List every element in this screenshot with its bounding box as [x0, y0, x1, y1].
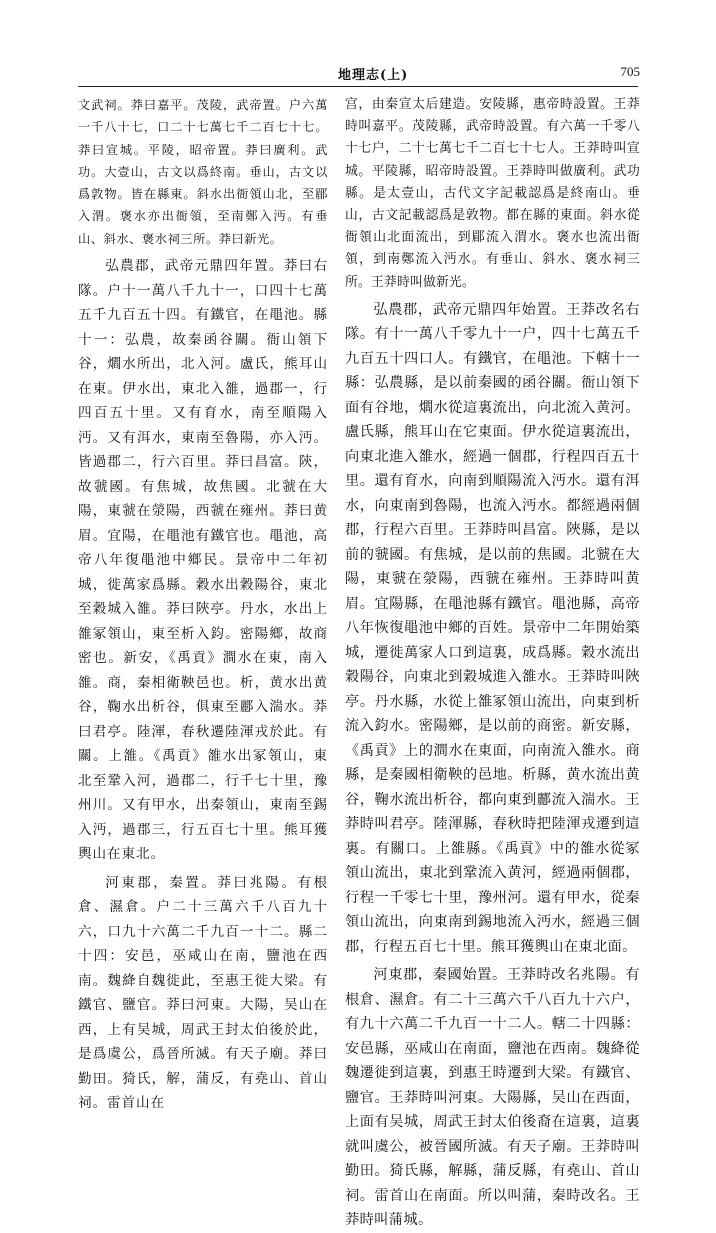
header-rule — [78, 86, 638, 87]
translation-paragraph: 弘農郡，武帝元鼎四年始置。王莽改名右隊。有十一萬八千零九十一户，四十七萬五千九百五十四口人。有鐵官，在黽池。下轄十一縣：弘農縣，是以前秦國的函谷關。衙山領下面有谷地，爓水從這裏流出，向北流入黄河。盧氏縣，熊耳山在它東面。伊水從這裏流出，向東北進入雒水，經過一個郡，行程四百五十里。還有育水，向南到順陽流入沔水。還有洱水，向東南到魯陽，也流入沔水。都經過兩個郡，行程六百里。王莽時叫昌富。陜縣，是以前的虢國。有焦城，是以前的焦國。北虢在大陽，東虢在滎陽，西虢在雍州。王莽時叫黄眉。宜陽縣，在黽池縣有鐵官。黽池縣，高帝八年恢復黽池中鄉的百姓。景帝中二年開始築城，遷徙萬家人口到這裏，成爲縣。穀水流出穀陽谷，向東北到穀城進入雒水。王莽時叫陜亭。丹水縣，水從上雒冢領山流出，向東到析流入鈞水。密陽鄉，是以前的商密。新安縣，《禹貢》上的澗水在東面，向南流入雒水。商縣，是秦國相衛鞅的邑地。析縣，黄水流出黄谷，鞠水流出析谷，都向東到酈流入湍水。王莽時叫君亭。陸渾縣，春秋時把陸渾戎遷到這裏。有關口。上雒縣。《禹貢》中的雒水從冢領山流出，東北到鞏流入黄河，經過兩個郡，行程一千零七十里，豫州河。還有甲水，從秦領山流出，向東南到錫地流入沔水，經過三個郡，行程五百七十里。熊耳獲輿山在東北面。 — [345, 301, 640, 955]
classical-paragraph: 河東郡，秦置。莽曰兆陽。有根倉、濕倉。户二十三萬六千八百九十六，口九十六萬二千九百一十二。縣二十四：安邑，巫咸山在南，鹽池在西南。魏絳自魏徙此，至惠王徙大梁。有鐵官、鹽官。莽曰河東。大陽，吴山在西，上有吴城，周武王封太伯後於此，是爲虞公，爲晉所滅。有天子廟。莽曰勤田。猗氏，解，蒲反，有堯山、首山祠。雷首山在 — [78, 874, 328, 1112]
running-header — [78, 62, 638, 84]
translation-paragraph: 宫，由秦宣太后建造。安陵縣，惠帝時設置。王莽時叫嘉平。茂陵縣，武帝時設置。有六萬一千零八十七户，二十七萬七千二百七十七人。王莽時叫宣城。平陵縣，昭帝時設置。王莽時叫做廣利。武功縣。是太壹山，古代文字記載認爲是終南山。垂山，古文記載認爲是敦物。都在縣的東面。斜水從衙領山北面流出，到郿流入渭水。褒水也流出衙領，到南鄭流入沔水。有垂山、斜水、褒水祠三所。王莽時叫做新光。 — [345, 97, 640, 290]
classical-text-column — [78, 94, 328, 1112]
page-number: 705 — [620, 64, 640, 79]
classical-paragraph: 弘農郡，武帝元鼎四年置。莽曰右隊。户十一萬八千九十一，口四十七萬五千九百五十四。有鐵官，在黽池。縣十一：弘農，故秦函谷關。衙山領下谷，爓水所出，北入河。盧氏，熊耳山在東。伊水出，東北入雒，過郡一，行四百五十里。又有育水，南至順陽入沔。又有洱水，東南至魯陽，亦入沔。皆過郡二，行六百里。莽曰昌富。陝，故虢國。有焦城，故焦國。北虢在大陽，東虢在滎陽，西虢在雍州。莽曰黄眉。宜陽，在黽池有鐵官也。黽池，高帝八年復黽池中鄉民。景帝中二年初城，徙萬家爲縣。穀水出穀陽谷，東北至穀城入雒。莽曰陜亭。丹水，水出上雒冢領山，東至析入鈞。密陽鄉，故商密也。新安，《禹貢》澗水在東，南入雒。商，秦相衛鞅邑也。析，黄水出黄谷，鞠水出析谷，俱東至酈入湍水。莽曰君亭。陸渾，春秋遷陸渾戎於此。有關。上雒。《禹貢》雒水出冢領山，東北至鞏入河，過郡二，行千七十里，豫州川。又有甲水，出秦領山，東南至錫入沔，過郡三，行五百七十里。熊耳獲輿山在東北。 — [78, 258, 328, 863]
chapter-title: 地理志(上) — [338, 68, 409, 83]
translation-column — [345, 94, 640, 1229]
translation-paragraph: 河東郡，秦國始置。王莽時改名兆陽。有根倉、濕倉。有二十三萬六千八百九十六户，有九十六萬二千九百一十二人。轄二十四縣：安邑縣，巫咸山在南面，鹽池在西南。魏絳從魏遷徙到這裏，到惠王時遷到大梁。有鐵官、鹽官。王莽時叫河東。大陽縣，吴山在西面，上面有吴城，周武王封太伯後裔在這裏，這裏就叫虞公，被晉國所滅。有天子廟。王莽時叫勤田。猗氏縣，解縣，蒲反縣，有堯山、首山祠。雷首山在南面。所以叫蒲，秦時改名。王莽時叫蒲城。 — [345, 967, 640, 1229]
classical-paragraph: 文武祠。莽曰嘉平。茂陵，武帝置。户六萬一千八十七，口二十七萬七千二百七十七。莽曰宣城。平陵，昭帝置。莽曰廣利。武功。大壹山，古文以爲終南。垂山，古文以爲敦物。皆在縣東。斜水出衙領山北，至郿入渭。褒水亦出衙領，至南鄭入沔。有垂山、斜水、褒水祠三所。莽曰新光。 — [78, 98, 328, 246]
